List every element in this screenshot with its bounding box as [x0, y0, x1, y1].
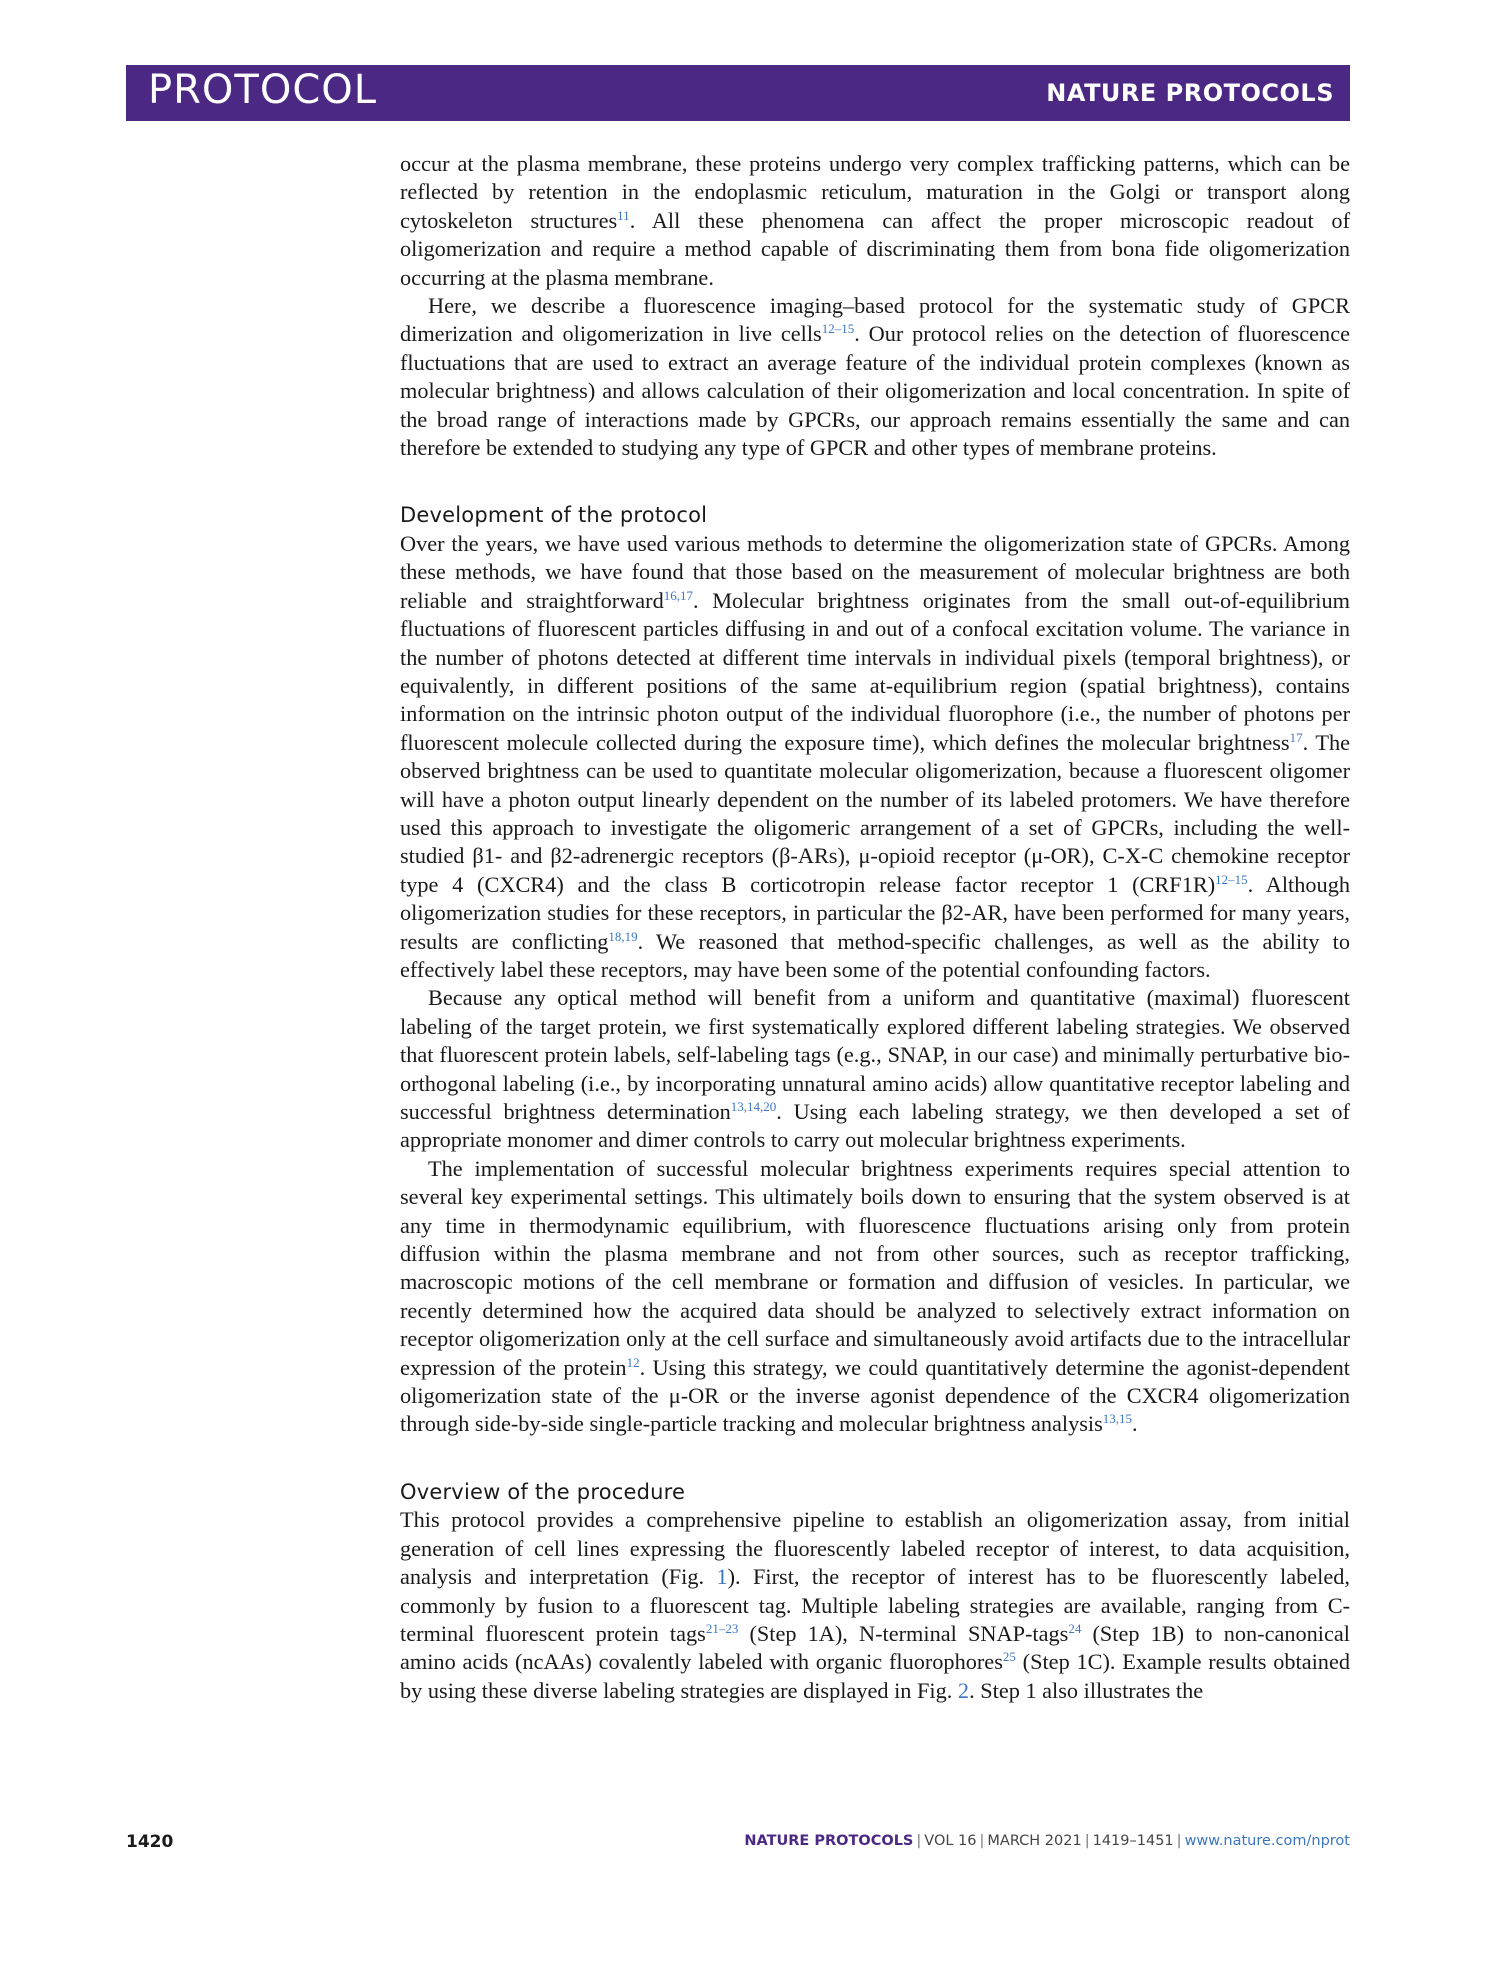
- header-bar: [126, 65, 1350, 121]
- citation-ref[interactable]: 18,19: [608, 928, 638, 944]
- journal-name: NATURE PROTOCOLS: [1046, 79, 1334, 107]
- paragraph-overview-1: This protocol provides a comprehensive pipeline to establish an oligomerization assay, from initial generation of cell lines expressing the fluorescently labeled receptor of interest, to data acquisition, analysis and interpretation (Fig. 1). First, the receptor of interest has to be fluorescently labeled, commonly by fusion to a fluorescent tag. Multiple labeling strategies are available, ranging from C-terminal fluorescent protein tags$^{21-23}$ (Step 1A), N-terminal SNAP-tags$^{24}$ (Step 1B) to non-canonical amino acids (ncAAs) covalently labeled with organic fluorophores$^{25}$ (Step 1C). Example results obtained by using these diverse labeling strategies are displayed in Fig. 2. Step 1 also illustrates the: [400, 1507, 1350, 1703]
- figure-link[interactable]: 1: [716, 1564, 728, 1590]
- citation-ref[interactable]: 25: [1002, 1649, 1016, 1665]
- page-number: 1420: [126, 1832, 174, 1852]
- section-heading-development: Development of the protocol: [400, 503, 708, 528]
- section-label: PROTOCOL: [148, 67, 378, 113]
- citation-ref[interactable]: 13,15: [1102, 1411, 1133, 1427]
- footer-volume: VOL 16: [924, 1833, 977, 1849]
- figure-link[interactable]: 2: [957, 1677, 970, 1703]
- citation-ref[interactable]: 12–15: [1215, 871, 1248, 887]
- citation-ref[interactable]: 24: [1068, 1620, 1082, 1636]
- citation-ref[interactable]: 17: [1289, 729, 1303, 745]
- footer-pages: 1419–1451: [1092, 1833, 1174, 1849]
- paragraph-protocol-description: Here, we describe a fluorescence imaging–based protocol for the systematic study of GPCR dimerization and oligomerization in live cells$^{12-15}$. Our protocol relies on the detection of fluorescence fluctuations that are used to extract an average feature of the individual protein complexes (known as molecular brightness) and allows calculation of their oligomerization and local concentration. In spite of the broad range of interactions made by GPCRs, our approach remains essentially the same and can therefore be extended to studying any type of GPCR and other types of membrane proteins.: [400, 293, 1350, 461]
- citation-ref[interactable]: 12: [626, 1354, 640, 1370]
- paragraph-intro-continued: occur at the plasma membrane, these proteins undergo very complex trafficking patterns, which can be reflected by retention in the endoplasmic reticulum, maturation in the Golgi or transport along cytoskeleton structures$^{11}$. All these phenomena can affect the proper microscopic readout of oligomerization and require a method capable of discriminating them from bona fide oligomerization occurring at the plasma membrane.: [400, 151, 1350, 290]
- footer-date: MARCH 2021: [987, 1833, 1082, 1849]
- article-body: [400, 150, 1350, 1705]
- paragraph-development-3: The implementation of successful molecular brightness experiments requires special attention to several key experimental settings. This ultimately boils down to ensuring that the system observed is at any time in thermodynamic equilibrium, with fluorescence fluctuations arising only from protein diffusion within the plasma membrane and not from other sources, such as receptor trafficking, macroscopic motions of the cell membrane or formation and diffusion of vesicles. In particular, we recently determined how the acquired data should be analyzed to selectively extract information on receptor oligomerization only at the cell surface and simultaneously avoid artifacts due to the intracellular expression of the protein$^{12}$. Using this strategy, we could quantitatively determine the agonist-dependent oligomerization state of the μ-OR or the inverse agonist dependence of the CXCR4 oligomerization through side-by-side single-particle tracking and molecular brightness analysis$^{13,15}$.: [400, 1155, 1350, 1437]
- footer-url-link[interactable]: www.nature.com/nprot: [1184, 1833, 1350, 1849]
- paragraph-development-2: Because any optical method will benefit from a uniform and quantitative (maximal) fluorescent labeling of the target protein, we first systematically explored different labeling strategies. We observed that fluorescent protein labels, self-labeling tags (e.g., SNAP, in our case) and minimally perturbative bio-orthogonal labeling (i.e., by incorporating unnatural amino acids) allow quantitative receptor labeling and successful brightness determination$^{13,14,20}$. Using each labeling strategy, we then developed a set of appropriate monomer and dimer controls to carry out molecular brightness experiments.: [400, 985, 1350, 1153]
- section-heading-overview: Overview of the procedure: [400, 1479, 686, 1504]
- citation-ref[interactable]: 16,17: [663, 587, 693, 603]
- footer-citation: NATURE PROTOCOLS | VOL 16 | MARCH 2021 | 1419–1451 | www.nature.com/nprot: [744, 1833, 1350, 1849]
- paragraph-development-1: Over the years, we have used various methods to determine the oligomerization state of GPCRs. Among these methods, we have found that those based on the measurement of molecular brightness are both reliable and straightforward$^{16,17}$. Molecular brightness originates from the small out-of-equilibrium fluctuations of fluorescent particles diffusing in and out of a confocal excitation volume. The variance in the number of photons detected at different time intervals in individual pixels (temporal brightness), or equivalently, in different positions of the same at-equilibrium region (spatial brightness), contains information on the intrinsic photon output of the individual fluorophore (i.e., the number of photons per fluorescent molecule collected during the exposure time), which defines the molecular brightness$^{17}$. The observed brightness can be used to quantitate molecular oligomerization, because a fluorescent oligomer will have a photon output linearly dependent on the number of its labeled protomers. We have therefore used this approach to investigate the oligomeric arrangement of a set of GPCRs, including the well-studied β1- and β2-adrenergic receptors (β-ARs), μ-opioid receptor (μ-OR), C-X-C chemokine receptor type 4 (CXCR4) and the class B corticotropin release factor receptor 1 (CRF1R)$^{12-15}$. Although oligomerization studies for these receptors, in particular the β2-AR, have been performed for many years, results are conflicting$^{18,19}$. We reasoned that method-specific challenges, as well as the ability to effectively label these receptors, may have been some of the potential confounding factors.: [400, 530, 1351, 982]
- citation-ref[interactable]: 11: [617, 207, 630, 223]
- citation-ref[interactable]: 21–23: [705, 1620, 739, 1636]
- citation-ref[interactable]: 12–15: [821, 321, 855, 337]
- citation-ref[interactable]: 13,14,20: [730, 1099, 777, 1114]
- footer-journal: NATURE PROTOCOLS: [744, 1833, 914, 1849]
